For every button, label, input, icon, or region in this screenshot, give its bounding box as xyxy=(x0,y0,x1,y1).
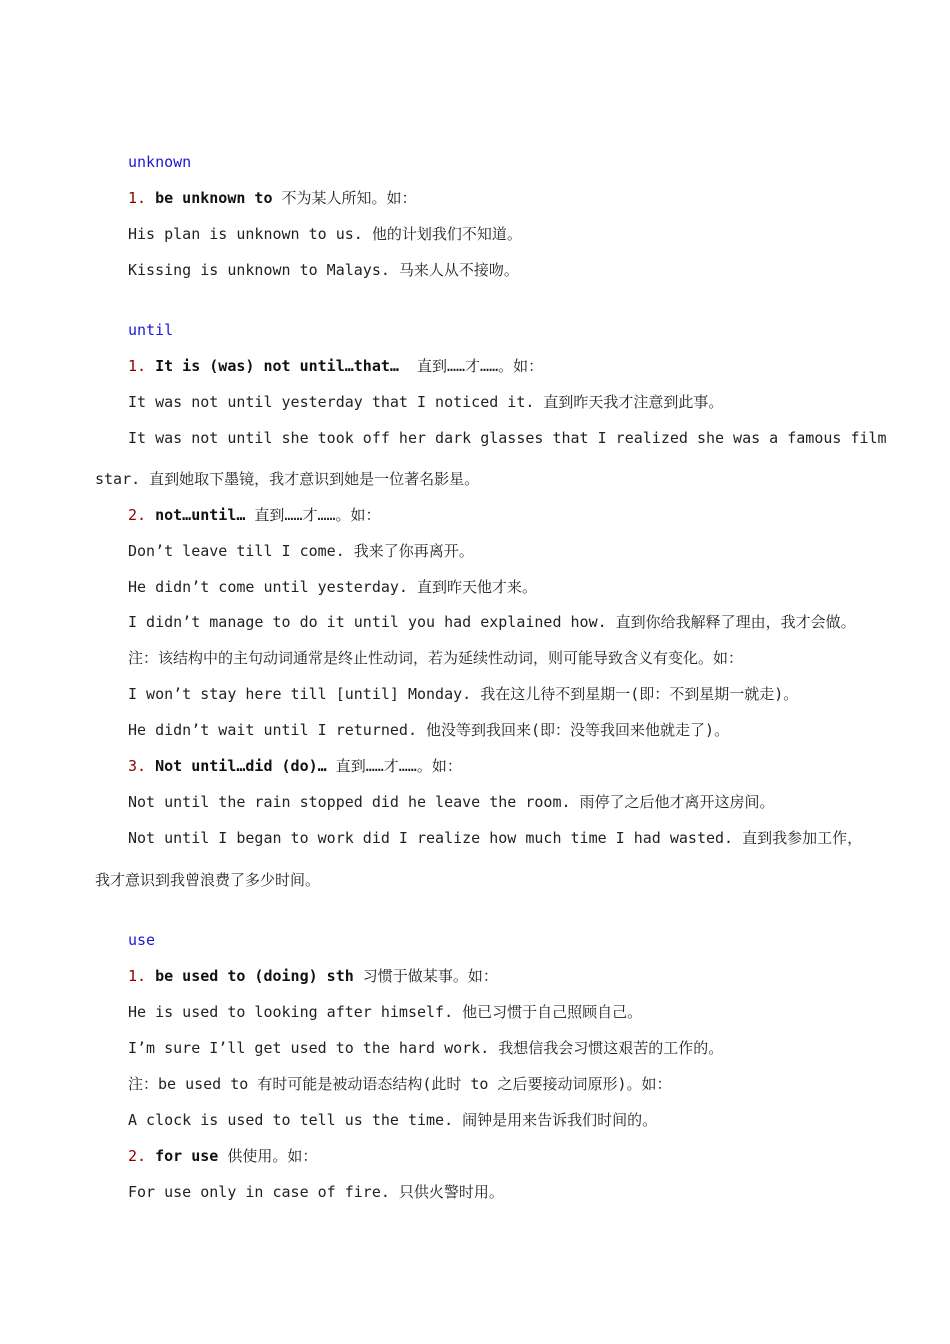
rule-number: 1. xyxy=(128,967,147,985)
rule-until-1 xyxy=(128,356,543,376)
rule-gloss: 供使用。如： xyxy=(218,1147,318,1165)
example-line: He didn’t come until yesterday. 直到昨天他才来。 xyxy=(128,578,537,596)
note-line: 注：该结构中的主句动词通常是终止性动词，若为延续性动词，则可能导致含义有变化。如： xyxy=(128,649,744,667)
rule-number: 3. xyxy=(128,757,147,775)
rule-unknown-1 xyxy=(128,188,417,208)
example-line: It was not until she took off her dark glasses that I realized she was a famous film xyxy=(128,429,887,447)
rule-number: 2. xyxy=(128,1147,147,1165)
rule-gloss: 直到……才……。如： xyxy=(398,357,544,375)
example-line: It was not until yesterday that I noticed it. 直到昨天我才注意到此事。 xyxy=(128,393,724,411)
example-line: A clock is used to tell us the time. 闹钟是用来告诉我们时间的。 xyxy=(128,1111,658,1129)
section-heading-use: use xyxy=(128,931,156,949)
rule-until-3 xyxy=(128,756,462,776)
example-line: Don’t leave till I come. 我来了你再离开。 xyxy=(128,542,474,560)
rule-gloss: 习惯于做某事。如： xyxy=(353,967,498,985)
rule-term: It is (was) not until…that… xyxy=(155,357,399,375)
section-heading-unknown: unknown xyxy=(128,153,192,171)
example-line: I’m sure I’ll get used to the hard work. 我想信我会习惯这艰苦的工作的。 xyxy=(128,1039,724,1057)
example-line: He is used to looking after himself. 他已习惯于自己照顾自己。 xyxy=(128,1003,643,1021)
section-heading-until: until xyxy=(128,321,174,339)
example-line: His plan is unknown to us. 他的计划我们不知道。 xyxy=(128,225,522,243)
example-line: Not until the rain stopped did he leave the room. 雨停了之后他才离开这房间。 xyxy=(128,793,775,811)
rule-gloss: 直到……才……。如： xyxy=(245,506,381,524)
example-line: Not until I began to work did I realize how much time I had wasted. 直到我参加工作， xyxy=(128,829,863,847)
rule-use-1 xyxy=(128,966,498,986)
rule-term: be used to (doing) sth xyxy=(155,967,354,985)
rule-term: Not until…did (do)… xyxy=(155,757,327,775)
example-line: I didn’t manage to do it until you had explained how. 直到你给我解释了理由，我才会做。 xyxy=(128,613,856,631)
example-line: I won’t stay here till [until] Monday. 我在这儿待不到星期一(即：不到星期一就走)。 xyxy=(128,685,799,703)
rule-term: for use xyxy=(155,1147,219,1165)
example-line-continued: star. 直到她取下墨镜，我才意识到她是一位著名影星。 xyxy=(95,470,480,488)
rule-use-2 xyxy=(128,1146,317,1166)
note-line: 注：be used to 有时可能是被动语态结构(此时 to 之后要接动词原形)。如： xyxy=(128,1075,672,1093)
rule-number: 1. xyxy=(128,189,147,207)
example-line: He didn’t wait until I returned. 他没等到我回来(即：没等我回来他就走了)。 xyxy=(128,721,730,739)
rule-term: be unknown to xyxy=(155,189,273,207)
example-line-continued: 我才意识到我曾浪费了多少时间。 xyxy=(95,871,321,889)
example-line: Kissing is unknown to Malays. 马来人从不接吻。 xyxy=(128,261,519,279)
example-line: For use only in case of fire. 只供火警时用。 xyxy=(128,1183,504,1201)
rule-gloss: 直到……才……。如： xyxy=(326,757,462,775)
rule-number: 1. xyxy=(128,357,147,375)
rule-gloss: 不为某人所知。如： xyxy=(272,189,417,207)
rule-until-2 xyxy=(128,505,381,525)
rule-term: not…until… xyxy=(155,506,246,524)
rule-number: 2. xyxy=(128,506,147,524)
